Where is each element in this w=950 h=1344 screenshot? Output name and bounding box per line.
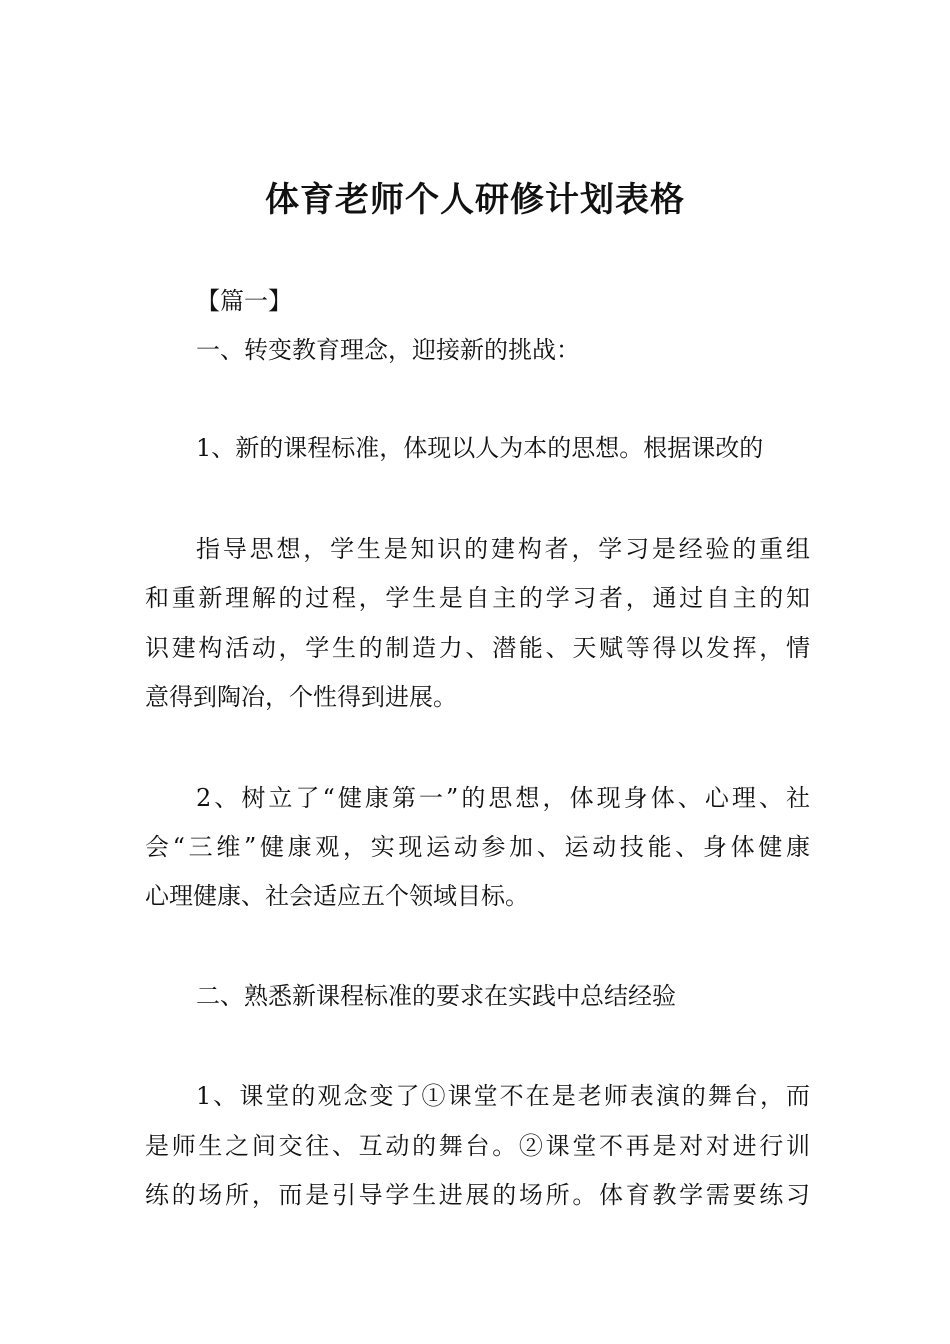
paragraph-line: 1、新的课程标准，体现以人为本的思想。根据课改的 <box>196 434 764 462</box>
section-heading: 【篇一】 <box>196 287 292 315</box>
document-title: 体育老师个人研修计划表格 <box>265 180 685 220</box>
paragraph-line: 心理健康、社会适应五个领域目标。 <box>145 882 529 910</box>
paragraph-line: 是师生之间交往、互动的舞台。②课堂不再是对对进行训 <box>145 1132 810 1160</box>
paragraph-line: 意得到陶冶，个性得到进展。 <box>145 683 457 711</box>
section-heading: 二、熟悉新课程标准的要求在实践中总结经验 <box>196 982 676 1010</box>
paragraph-line: 练的场所，而是引导学生进展的场所。体育教学需要练习 <box>145 1181 810 1209</box>
paragraph-line: 和重新理解的过程，学生是自主的学习者，通过自主的知 <box>145 584 810 612</box>
paragraph-line: 会“三维”健康观，实现运动参加、运动技能、身体健康 <box>145 833 810 861</box>
paragraph-line: 指导思想，学生是知识的建构者，学习是经验的重组 <box>196 535 810 563</box>
paragraph-line: 识建构活动，学生的制造力、潜能、天赋等得以发挥，情 <box>145 634 810 662</box>
paragraph-line: 2、树立了“健康第一”的思想，体现身体、心理、社 <box>196 784 810 812</box>
paragraph-line: 1、课堂的观念变了①课堂不在是老师表演的舞台，而 <box>196 1082 810 1110</box>
paragraph-line: 一、转变教育理念，迎接新的挑战： <box>196 336 580 364</box>
